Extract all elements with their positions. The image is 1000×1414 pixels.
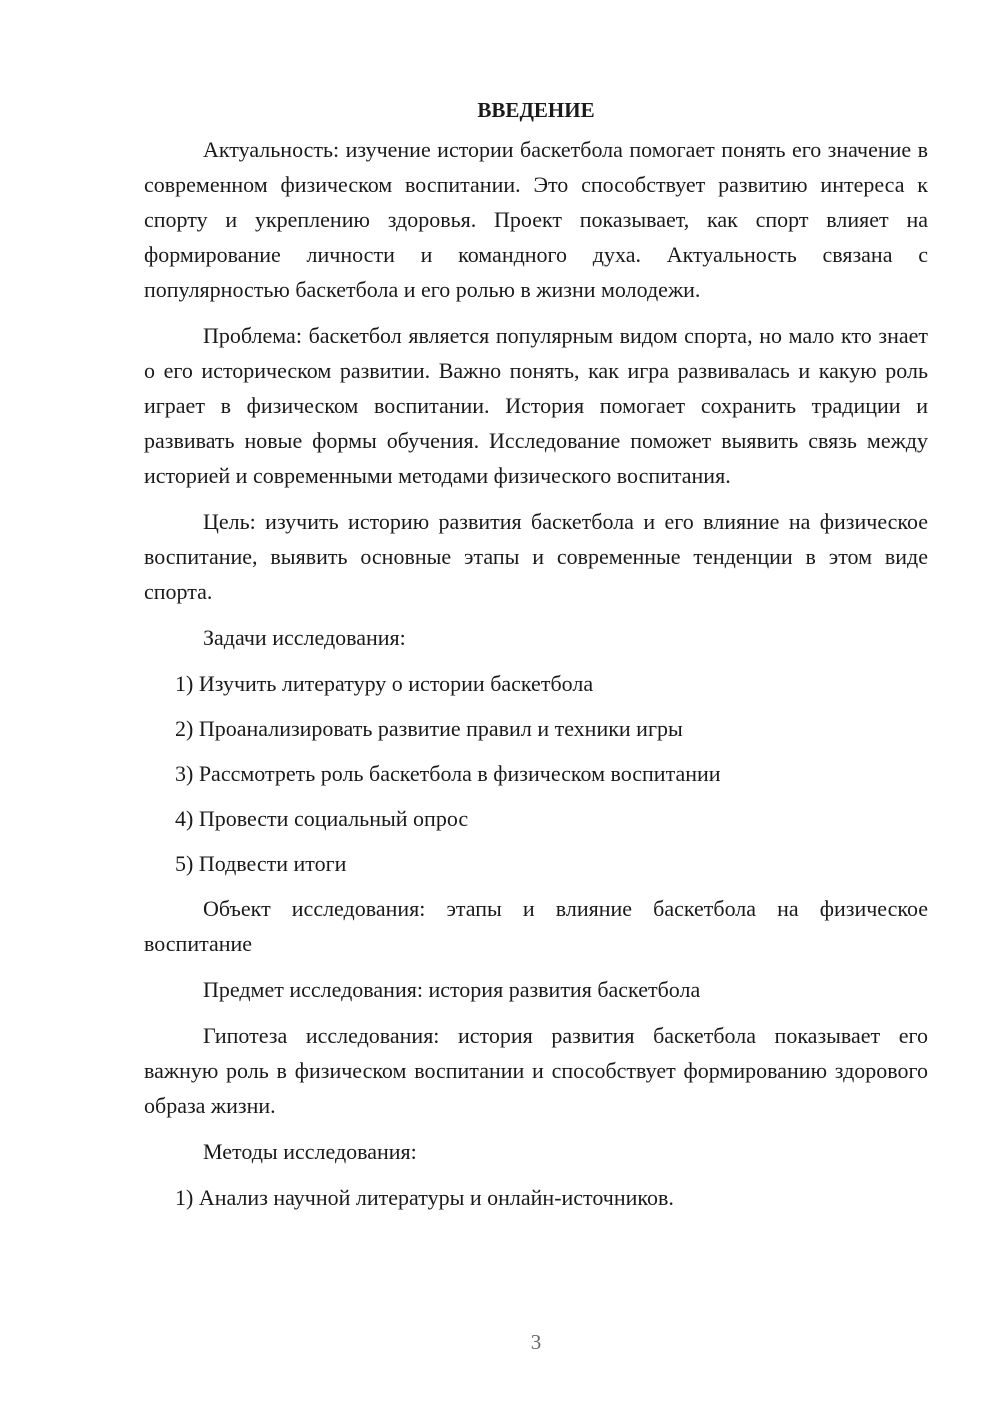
goal-paragraph: Цель: изучить историю развития баскетбола и его влияние на физическое воспитание, выявить основные этапы и современные тенденции в этом виде спорта. xyxy=(144,509,928,604)
page-content xyxy=(144,92,928,1225)
task-item-2: 2) Проанализировать развитие правил и техники игры xyxy=(175,716,683,741)
method-item-1: 1) Анализ научной литературы и онлайн-источников. xyxy=(175,1185,674,1210)
relevance-paragraph: Актуальность: изучение истории баскетбола помогает понять его значение в современном физическом воспитании. Это способствует развитию интереса к спорту и укреплению здоровья. Проект показывает, как спорт влияет на формирование личности и командного духа. Актуальность связана с популярностью баскетбола и его ролью в жизни молодежи. xyxy=(144,137,928,302)
task-item-1: 1) Изучить литературу о истории баскетбола xyxy=(175,671,594,696)
page-number: 3 xyxy=(530,1330,542,1354)
task-item-5: 5) Подвести итоги xyxy=(175,851,347,876)
object-paragraph: Объект исследования: этапы и влияние баскетбола на физическое воспитание xyxy=(144,896,928,956)
hypothesis-paragraph: Гипотеза исследования: история развития баскетбола показывает его важную роль в физическом воспитании и способствует формированию здорового образа жизни. xyxy=(144,1023,928,1118)
subject-paragraph: Предмет исследования: история развития баскетбола xyxy=(203,977,701,1002)
section-heading: ВВЕДЕНИЕ xyxy=(477,98,595,122)
task-item-4: 4) Провести социальный опрос xyxy=(175,806,469,831)
problem-paragraph: Проблема: баскетбол является популярным видом спорта, но мало кто знает о его историческом развитии. Важно понять, как игра развивалась и какую роль играет в физическом воспитании. История помогает сохранить традиции и развивать новые формы обучения. Исследование поможет выявить связь между историей и современными методами физического воспитания. xyxy=(144,323,928,488)
tasks-title: Задачи исследования: xyxy=(203,625,406,650)
task-item-3: 3) Рассмотреть роль баскетбола в физическом воспитании xyxy=(175,761,721,786)
methods-title: Методы исследования: xyxy=(203,1139,417,1164)
